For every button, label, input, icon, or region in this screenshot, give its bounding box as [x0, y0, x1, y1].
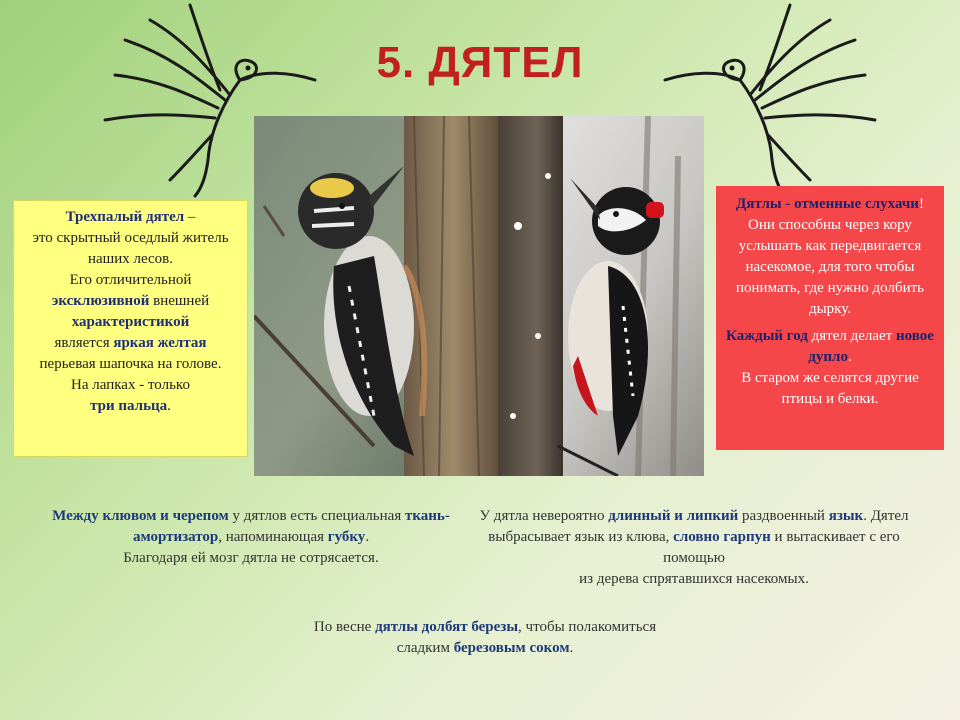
three-toed-info-box: Трехпалый дятел – это скрытный оседлый житель наших лесов. Его отличительной эксклюзивной внешней характеристикой является яркая желтая перьевая шапочка на голове. На лапках - только три пальца. [13, 200, 248, 457]
tongue-paragraph: У дятла невероятно длинный и липкий раздвоенный язык. Дятел выбрасывает язык из клюва, словно гарпун и вытаскивает с его помощью из дерева спрятавшихся насекомых. [479, 508, 909, 587]
shock-absorber-paragraph: Между клювом и черепом у дятлов есть специальная ткань-амортизатор, напоминающая губку. Благодаря ей мозг дятла не сотрясается. [52, 508, 450, 566]
great-spotted-woodpecker-photo [498, 116, 704, 476]
page-title: 5. ДЯТЕЛ [376, 38, 584, 87]
birch-sap-paragraph: По весне дятлы долбят березы, чтобы полакомиться сладким березовым соком. [313, 619, 657, 656]
hearing-info-box: Дятлы - отменные слухачи! Они способны через кору услышать как передвигается насекомое, для того чтобы понимать, где нужно долбить дырку. Каждый год дятел делает новое дупло. В старом же селятся другие птицы и белки. [716, 186, 944, 450]
highlight-term: Трехпалый дятел [65, 209, 185, 225]
three-toed-woodpecker-photo [254, 116, 502, 476]
